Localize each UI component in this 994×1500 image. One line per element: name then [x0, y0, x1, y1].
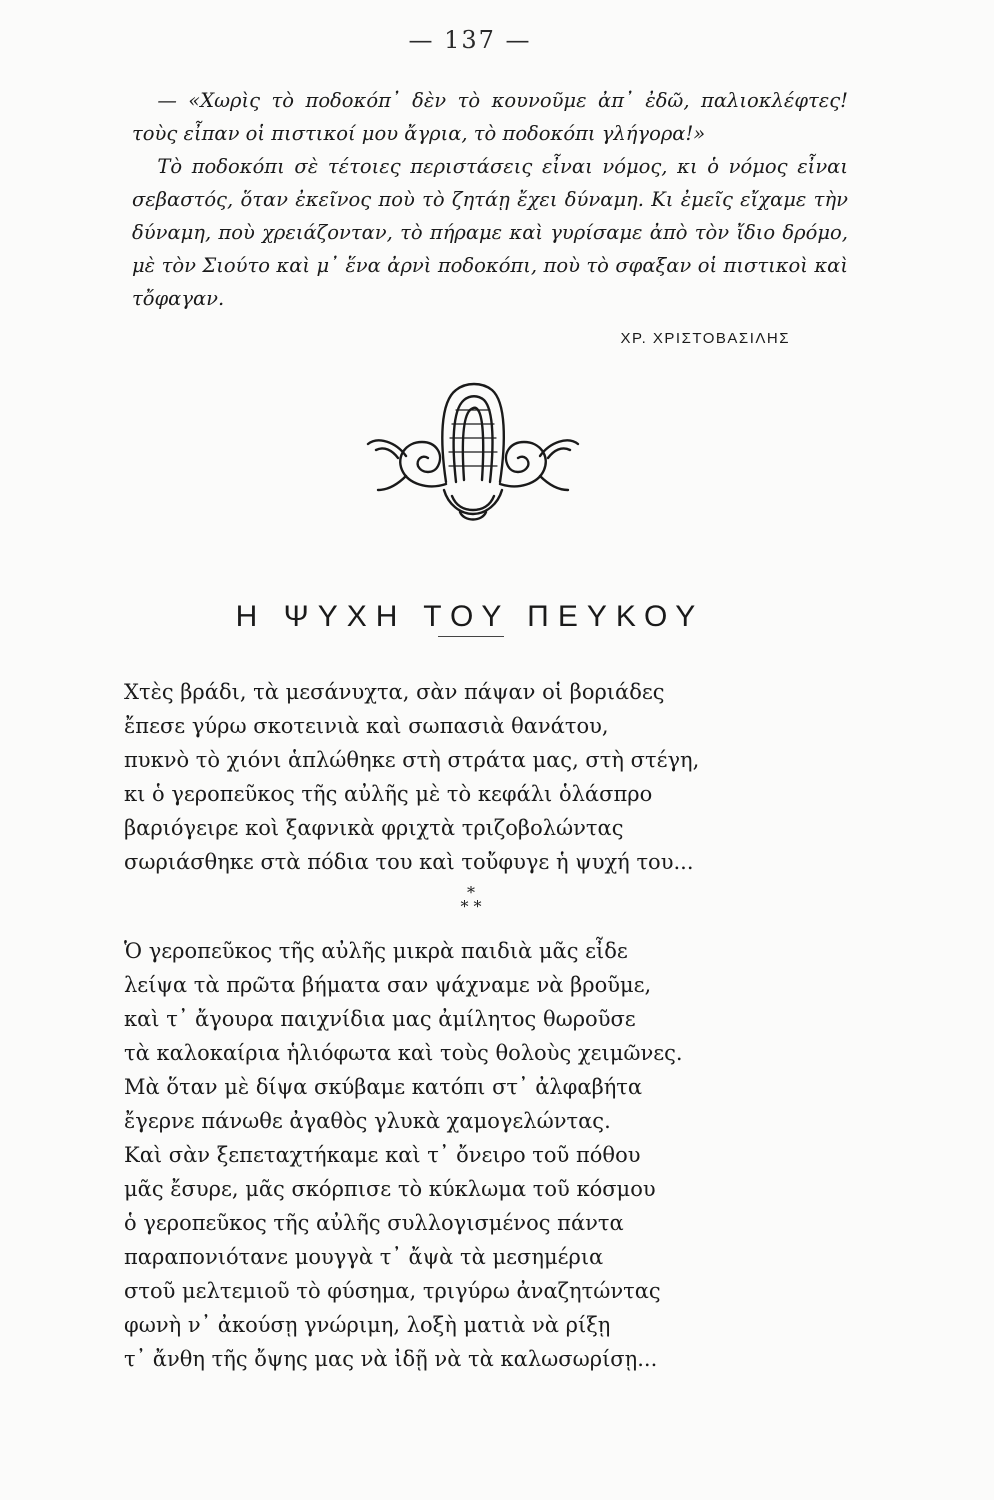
poem-line: ἔπεσε γύρω σκοτεινιὰ καὶ σωπασιὰ θανάτου,: [124, 714, 609, 738]
poem-line: Μὰ ὅταν μὲ δίψα σκύβαμε κατόπι στ᾿ ἀλφαβήτα: [124, 1075, 643, 1099]
poem-line: Χτὲς βράδι, τὰ μεσάνυχτα, σὰν πάψαν οἱ βοριάδες: [124, 680, 665, 704]
poem-line: φωνὴ ν᾿ ἀκούσῃ γνώριμη, λοξὴ ματιὰ νὰ ρίξῃ: [124, 1313, 611, 1337]
poem-stanza-2: [124, 934, 844, 1376]
poem-line: πυκνὸ τὸ χιόνι ἁπλώθηκε στὴ στράτα μας, στὴ στέγη,: [124, 748, 700, 772]
poem-line: βαριόγειρε κοὶ ξαφνικὰ φριχτὰ τριζοβολώντας: [124, 816, 624, 840]
poem-line: καὶ τ᾿ ἄγουρα παιχνίδια μας ἀμίλητος θωροῦσε: [124, 1007, 636, 1031]
poem-line: ὁ γεροπεῦκος τῆς αὐλῆς συλλογισμένος πάντα: [124, 1211, 624, 1235]
asterism-top: *: [467, 883, 475, 902]
poem-stanza-1: [124, 675, 844, 879]
prose-paragraph: — «Χωρὶς τὸ ποδοκόπ᾿ δὲν τὸ κουνοῦμε ἀπ᾿ ἐδῶ, παλιοκλέφτες! τοὺς εἶπαν οἱ πιστικοί μου ἄγρια, τὸ ποδοκόπι γλήγορα!»: [132, 89, 848, 145]
asterism-divider: [446, 883, 496, 916]
poem-line: ἔγερνε πάνωθε ἀγαθὸς γλυκὰ χαμογελώντας.: [124, 1109, 611, 1133]
poem-title: Η ΨΥΧΗ ΤΟΥ ΠΕΥΚΟΥ: [235, 600, 705, 634]
ornament-fleuron-icon: [348, 372, 598, 532]
poem-line: τ᾿ ἄνθη τῆς ὄψης μας νὰ ἰδῇ νὰ τὰ καλωσωρίσῃ...: [124, 1347, 658, 1371]
title-divider: [438, 636, 504, 637]
page-number: — 137 —: [408, 26, 532, 54]
poem-line: λείψα τὰ πρῶτα βήματα σαν ψάχναμε νὰ βροῦμε,: [124, 973, 652, 997]
poem-line: κι ὁ γεροπεῦκος τῆς αὐλῆς μὲ τὸ κεφάλι ὁλάσπρο: [124, 782, 653, 806]
poem-line: παραπονιότανε μουγγὰ τ᾿ ἄψὰ τὰ μεσημέρια: [124, 1245, 604, 1269]
poem-line: σωριάσθηκε στὰ πόδια του καὶ τοὔφυγε ἡ ψυχή του...: [124, 850, 694, 874]
poem-line: στοῦ μελτεμιοῦ τὸ φύσημα, τριγύρω ἀναζητώντας: [124, 1279, 661, 1303]
author-signature: ΧΡ. ΧΡΙΣΤΟΒΑΣΙΛΗΣ: [620, 330, 790, 347]
asterism-bottom: * *: [460, 897, 482, 916]
poem-line: Ὁ γεροπεῦκος τῆς αὐλῆς μικρὰ παιδιὰ μᾶς εἶδε: [124, 939, 628, 963]
prose-paragraph: Τὸ ποδοκόπι σὲ τέτοιες περιστάσεις εἶναι νόμος, κι ὁ νόμος εἶναι σεβαστός, ὅταν ἐκεῖνος ποὺ τὸ ζητάῃ ἔχει δύναμη. Κι ἐμεῖς εἴχαμε τὴν δύναμη, ποὺ χρειάζονταν, τὸ πήραμε καὶ γυρίσαμε ἀπὸ τὸν ἴδιο δρόμο, μὲ τὸν Σιούτο καὶ μ᾿ ἕνα ἀρνὶ ποδοκόπι, ποὺ τὸ σφαξαν οἱ πιστικοὶ καὶ τὄφαγαν.: [132, 155, 848, 310]
poem-line: Καὶ σὰν ξεπεταχτήκαμε καὶ τ᾿ ὄνειρο τοῦ πόθου: [124, 1143, 641, 1167]
prose-block: [132, 84, 848, 315]
poem-line: τὰ καλοκαίρια ἡλιόφωτα καὶ τοὺς θολοὺς χειμῶνες.: [124, 1041, 683, 1065]
poem-line: μᾶς ἔσυρε, μᾶς σκόρπισε τὸ κύκλωμα τοῦ κόσμου: [124, 1177, 656, 1201]
